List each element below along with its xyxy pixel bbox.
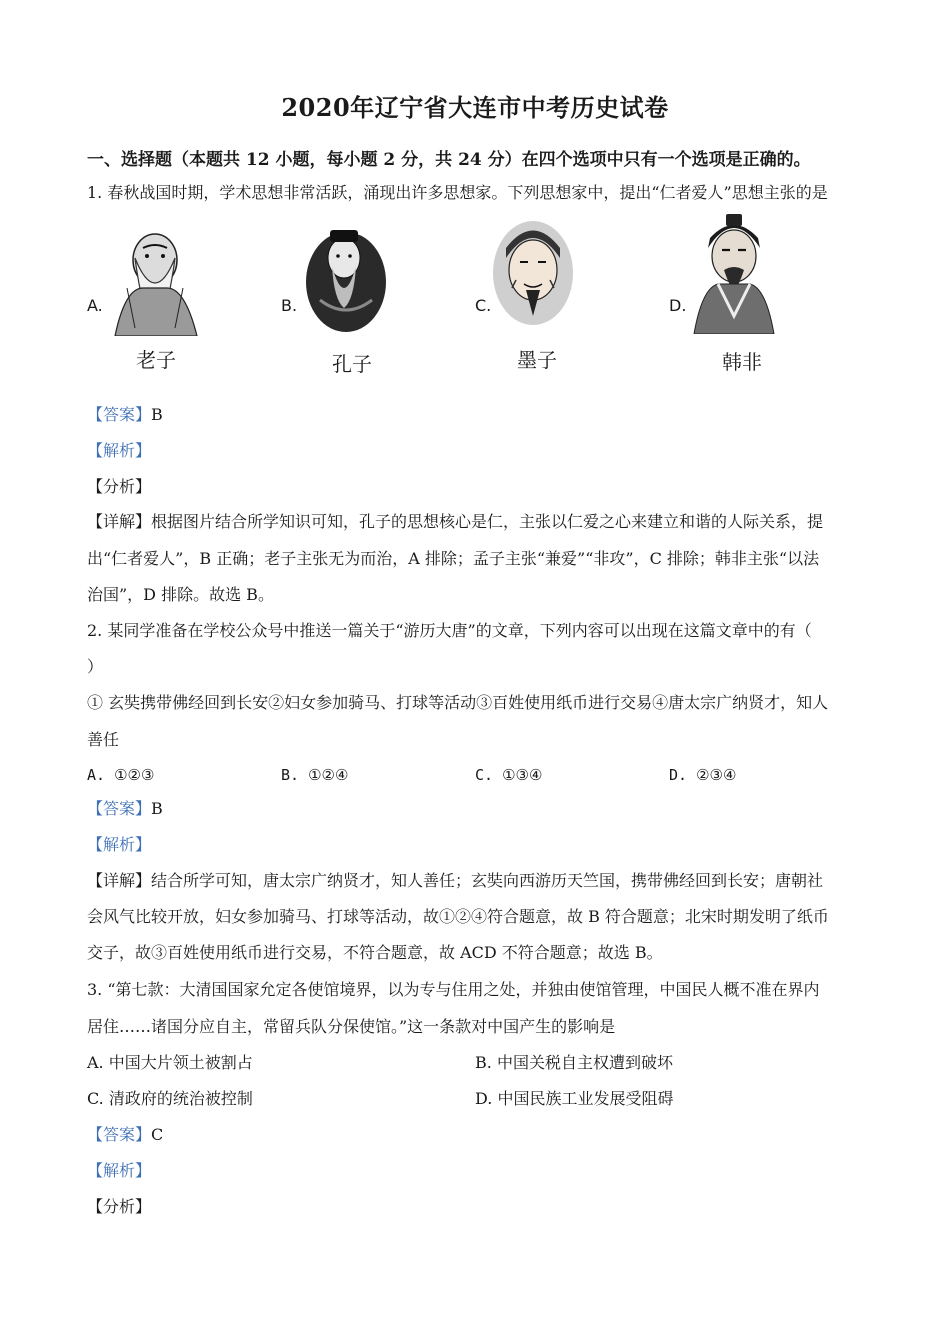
q1-detail-line-3: 治国”，D 排除。故选 B。 <box>87 585 274 604</box>
q2-option-b[interactable] <box>281 764 348 786</box>
q2-detail-line-2: 会风气比较开放，妇女参加骑马、打球等活动，故①②④符合题意，故 B 符合题意；北宋时期发明了纸币 <box>87 907 829 926</box>
q3-answer <box>87 1124 163 1146</box>
q2-stem-line-2: ） <box>87 657 104 676</box>
q1-fenxi-tag: 【分析】 <box>87 477 152 496</box>
q2-analysis-tag: 【解析】 <box>87 835 152 854</box>
answer-value: B <box>151 799 163 818</box>
answer-tag: 【答案】 <box>87 1125 152 1144</box>
q1-answer <box>87 404 163 426</box>
q3-stem-line-1: 3. “第七款：大清国国家允定各使馆境界，以为专与住用之处，并独由使馆管理，中国民人概不准在界内 <box>87 980 820 999</box>
q3-fenxi-tag: 【分析】 <box>87 1197 152 1216</box>
option-letter: D. <box>669 766 688 784</box>
mozi-portrait-icon <box>490 218 576 328</box>
confucius-portrait-icon <box>300 220 392 335</box>
laozi-portrait-icon <box>105 218 203 336</box>
answer-tag: 【答案】 <box>87 799 152 818</box>
q1-detail-line-1 <box>87 511 823 533</box>
option-text: 清政府的统治被控制 <box>108 1089 253 1108</box>
detail-text: 根据图片结合所学知识可知，孔子的思想核心是仁，主张以仁爱之心来建立和谐的人际关系，提 <box>151 512 824 531</box>
option-letter: C. <box>475 766 494 784</box>
q2-option-a[interactable] <box>87 764 154 786</box>
q3-option-b[interactable] <box>475 1052 673 1074</box>
q1-option-a-letter[interactable]: A. <box>87 296 103 315</box>
option-letter: D. <box>475 1089 493 1108</box>
q1-option-d-letter[interactable]: D. <box>669 296 687 315</box>
q2-stem-line-1: 2. 某同学准备在学校公众号中推送一篇关于“游历大唐”的文章，下列内容可以出现在这篇文章中的有（ <box>87 621 812 640</box>
q2-stem-line-4: 善任 <box>87 730 120 749</box>
option-text: ①②③ <box>114 766 155 784</box>
option-letter: C. <box>87 1089 104 1108</box>
q2-stem-line-3: ① 玄奘携带佛经回到长安②妇女参加骑马、打球等活动③百姓使用纸币进行交易④唐太宗广纳贤才，知人 <box>87 693 829 712</box>
q1-option-a-caption: 老子 <box>136 348 176 372</box>
option-letter: B. <box>281 766 300 784</box>
q2-answer <box>87 798 163 820</box>
q1-stem: 1. 春秋战国时期，学术思想非常活跃，涌现出许多思想家。下列思想家中，提出“仁者爱人”思想主张的是 <box>87 183 828 202</box>
option-text: ①③④ <box>502 766 543 784</box>
q2-detail-line-3: 交子，故③百姓使用纸币进行交易，不符合题意，故 ACD 不符合题意；故选 B。 <box>87 943 663 962</box>
hanfei-portrait-icon <box>688 212 780 334</box>
q3-option-a[interactable] <box>87 1052 253 1074</box>
q2-detail-line-1 <box>87 870 823 892</box>
detail-tag: 【详解】 <box>87 512 152 531</box>
page-title: 2020年辽宁省大连市中考历史试卷 <box>281 93 669 122</box>
answer-value: B <box>151 405 163 424</box>
answer-value: C <box>151 1125 164 1144</box>
q3-stem-line-2: 居住……诸国分应自主，常留兵队分保使馆。”这一条款对中国产生的影响是 <box>87 1017 616 1036</box>
q1-analysis-tag: 【解析】 <box>87 441 152 460</box>
option-text: 中国关税自主权遭到破坏 <box>496 1053 673 1072</box>
answer-tag: 【答案】 <box>87 405 152 424</box>
q1-detail-line-2: 出“仁者爱人”，B 正确；老子主张无为而治，A 排除；孟子主张“兼爱”“非攻”，C 排除；韩非主张“以法 <box>87 549 820 568</box>
option-text: ②③④ <box>696 766 737 784</box>
q1-option-b-letter[interactable]: B. <box>281 296 298 315</box>
option-text: ①②④ <box>308 766 349 784</box>
option-letter: A. <box>87 766 106 784</box>
option-letter: B. <box>475 1053 492 1072</box>
q3-option-c[interactable] <box>87 1088 253 1110</box>
detail-tag: 【详解】 <box>87 871 152 890</box>
q3-analysis-tag: 【解析】 <box>87 1161 152 1180</box>
section-heading: 一、选择题（本题共 12 小题，每小题 2 分，共 24 分）在四个选项中只有一个选项是正确的。 <box>87 150 811 170</box>
q1-option-c-letter[interactable]: C. <box>475 296 492 315</box>
q1-option-d-caption: 韩非 <box>722 350 762 374</box>
q2-option-d[interactable] <box>669 764 736 786</box>
q1-option-c-caption: 墨子 <box>517 348 557 372</box>
option-text: 中国大片领土被割占 <box>108 1053 253 1072</box>
q1-option-b-caption: 孔子 <box>332 352 372 376</box>
option-letter: A. <box>87 1053 104 1072</box>
q3-option-d[interactable] <box>475 1088 673 1110</box>
detail-text: 结合所学可知，唐太宗广纳贤才，知人善任；玄奘向西游历天竺国，携带佛经回到长安；唐朝社 <box>151 871 824 890</box>
option-text: 中国民族工业发展受阻碍 <box>497 1089 674 1108</box>
q2-option-c[interactable] <box>475 764 542 786</box>
